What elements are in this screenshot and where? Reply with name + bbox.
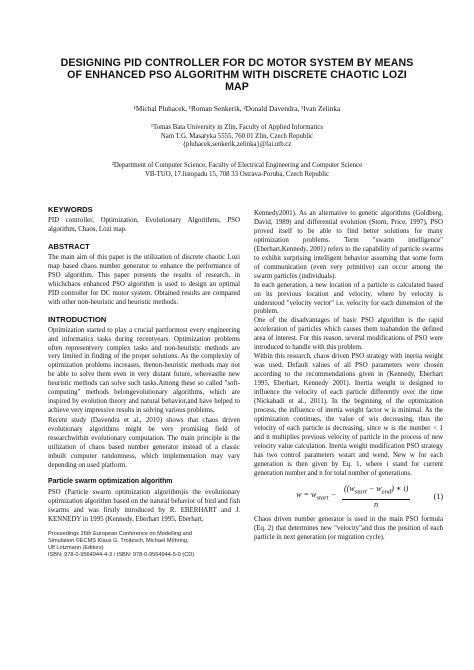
body-paragraph: In each generation, a new location of a particle is calculated based on its previous location and velocity, where by velocity is understood "velocity vector" i.e. velocity for each dimension of the problem. [254,281,443,316]
body-paragraph: Kennedy2001). As an alternative to genetic algorithms (Goldberg, David, 1989) and differential evolution (Storn, Price, 1997), PSO proved itself to be able to find better solutions for many optimization problems. Term "swarm intelligence" (Eberhart,Kennedy, 2001) refers to the capability of particle swarms to exhibit surprising intelligent behavior assuming that some form of communication (even very primitive) can occur among the swarm particles (individuals). [254,210,443,280]
equation-number: (1) [433,492,443,502]
abstract-heading: ABSTRACT [48,241,90,251]
equation-lhs: $w = w_{start}$ − [296,490,336,502]
title-line: DESIGNING PID CONTROLLER FOR DC MOTOR SYSTEM BY MEANS [60,57,414,69]
keywords-text: PID controller, Optimization, Evolutionary Algorithms, PSO algorithm, Chaos, Lozi map. [48,217,240,233]
body-paragraph: One of the disadvantages of basic PSO algorithm is the rapid acceleration of particles which causes them toabandon the defined area of interest. For this reason, several modifications of PSO were introduced to handle with this problem. [254,317,443,352]
title-line: OF ENHANCED PSO ALGORITHM WITH DISCRETE CHAOTIC LOZI [67,69,407,81]
footer-line: Simulation ©ECMS Klaus G. Troitzsch, Michael Möhring, [48,537,189,544]
affiliation-1 [20,124,454,150]
author-list: ¹Michal Pluhacek, ¹Roman Senkerik, ²Donald Davendra, ¹Ivan Zelinka [133,104,341,113]
paper-title [30,57,444,93]
proceedings-footer [48,531,240,559]
intro-paragraph: Recent study (Davendra et al., 2010) shows that chaos driven evolutionary algorithms might be very promising field of researchwithin evolutionary computation. The main principle is the utilization of chaos based number generator instead of a classic inbuilt computer randomness, which implementation may vary depending on used platform. [48,417,240,469]
right-column [254,210,443,542]
footer-isbn: ISBN: 978-0-9564944-4-3 / ISBN: 978-0-9564944-5-0 (CD) [48,551,195,558]
left-column [48,205,240,559]
equation-numerator: ($(w_{start} - w_{end})$ ∗ i) [342,485,410,500]
body-paragraph: Within this research, chaos driven PSO strategy with inertia weight was used. Default values of all PSO parameters were chosen according to the recommendations given in (Kennedy, Eberhart 1995, Eberhart, Kennedy 2001). Inertia weight is designed to influence the velocity of each particle differently over the time (Nickabadi et al., 2011). In the beginning of the optimization process, the influence of inertia weight factor w is minimal. As the optimization continues, the value of wis decreasing, thus the velocity of each particle is decreasing, since w is the number < 1 and it multiplies previous velocity of particle in the process of new velocity value calculation. Inertia weight modification PSO strategy has two control parameters wstart and wend. New w for each generation is then given by Eq. 1, where i stand for current generation number and n for total number of generations. [254,353,443,477]
keywords-heading: KEYWORDS [48,205,93,214]
affiliation-2 [20,162,454,179]
body-paragraph: Chaos driven number generator is used in the main PSO formula (Eq. 2) that determines new "velocity"and thus the position of each particle in next generation (or migration cycle). [254,515,443,541]
equation-denominator: n [374,499,379,509]
equation-1 [254,483,443,513]
affiliation-line: VB-TUO, 17.listopadu 15, 708 33 Ostrava-Poruba, Czech Republic [144,170,330,178]
intro-paragraph: Optimization started to play a crucial partformost every engineering and informatics tasks during recentyears. Optimization problems often representvery complex tasks and non-heuristic methods are very limited in finding of the proper solutions. As the complexity of optimization problems increases, thenon-heuristic methods may not be able to solve them even in very distant future, whereasthe new heuristic methods can solve such tasks.Among these so called "soft-computing" methods belongevolutionary algorithms, which are inspired by evolution theory and natural behavior,and have helped to achieve very impressive results in solving various problems. [48,326,240,415]
footer-line: Ulf Lotzmann (Editors) [48,544,104,551]
affiliation-line: ¹Tomas Bata University in Zlin, Faculty of Applied Informatics [150,124,324,131]
pso-paragraph: PSO (Particle swarm optimization algorithm)is the evolutionary optimization algorithm based on the natural behavior of bird and fish swarms and was firstly introduced by R. EBERHART and J. KENNEDY in 1995 (Kennedy, Eberhart 1995, Eberhart, [48,488,240,523]
equation-fraction [342,485,410,510]
pso-subheading: Particle swarm optimization algorithm [48,477,173,485]
affiliation-email: {pluhacek,senkerik,zelinka}@fai.utb.cz [182,141,292,149]
title-line: MAP [225,81,249,93]
affiliation-line: ²Department of Computer Science, Faculty of Electrical Engineering and Computer Science [111,162,363,169]
abstract-text: The main aim of this paper is the utilization of discrete chaotic Lozi map based chaos number generator to enhance the performance of PSO algorithm. This paper presents the results of research, in whichchaos enhanced PSO algorithm is used to design an optimal PID controller for DC motor system. Obtained results are compared with other non-heuristic and heuristic methods. [48,253,240,306]
affiliation-line: Nam T.G. Masaryka 5555, 760 01 Zlin, Czech Republic [160,132,314,140]
introduction-heading: INTRODUCTION [48,314,107,324]
footer-line: Proceedings 26th European Conference on Modelling and [48,530,192,537]
